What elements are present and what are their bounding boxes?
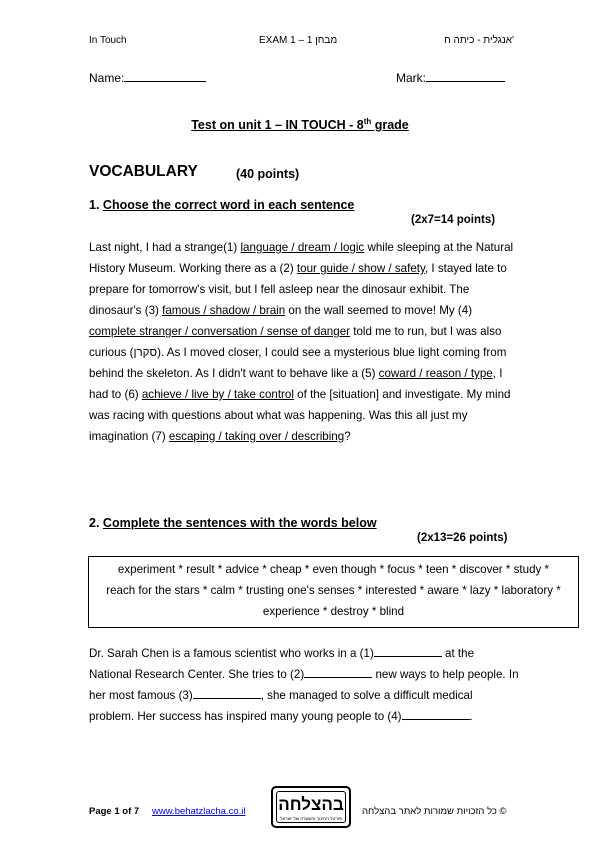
word-bank [88,556,579,628]
word-bank-line: experience * destroy * blind [262,605,405,618]
site-logo [271,786,351,828]
section2-heading: Complete the sentences with the words below [102,516,377,530]
word-choice-option[interactable]: achieve / live by / take control [141,388,294,401]
header-right: אנגלית - כיתה ח' [444,35,514,46]
logo-text: בהצלחה [278,795,344,814]
header-left: In Touch [89,35,127,46]
mark-blank[interactable] [426,70,505,82]
mark-label: Mark: [396,71,426,85]
title-suffix: grade [371,118,409,133]
vocabulary-heading: VOCABULARY [89,163,198,180]
section1-points: (2x7=14 points) [411,214,496,226]
word-choice-option[interactable]: complete stranger / conversation / sense of danger [89,325,351,338]
name-field[interactable] [89,70,206,85]
word-choice-option[interactable]: tour guide / show / safety [296,262,425,275]
section1-title [89,198,354,212]
logo-frame [276,791,346,823]
word-bank-line: reach for the stars * calm * trusting one's senses * interested * aware * lazy * laboratory * [106,584,561,597]
section2-paragraph: Dr. Sarah Chen is a famous scientist who works in a (1) at the National Research Center. She tries to (2) new ways to help people. In her most famous (3) , she managed to solve a difficult medical problem. Her success has inspired many young people to (4) . [89,647,519,723]
section2-title [89,516,377,530]
answer-blank[interactable] [193,687,261,699]
section2-points: (2x13=26 points) [417,532,508,544]
answer-blank[interactable] [374,645,442,657]
test-title [0,117,600,132]
mark-field[interactable] [396,70,505,85]
copyright-notice: כל הזכויות שמורות לאתר בהצלחה © [362,806,507,817]
section1-number: 1. [89,198,100,212]
page-number: Page 1 of 7 [89,806,140,817]
word-choice-option[interactable]: language / dream / logic [240,241,365,254]
site-link[interactable]: www.behatzlacha.co.il [152,806,246,817]
title-prefix: Test on unit 1 – IN TOUCH - 8 [191,118,364,133]
vocabulary-points: (40 points) [236,167,300,181]
answer-blank[interactable] [402,708,470,720]
section1-paragraph: Last night, I had a strange(1) language / dream / logic while sleeping at the Natural History Museum. Working there as a (2) tour guide / show / safety, I stayed late to prepare for tomorrow's visit, but I fell asleep near the dinosaur exhibit. The dinosaur's (3) famous / shadow / brain on the wall seemed to move! My (4) complete stranger / conversation / sense of danger told me to run, but I was also curious (סקרן). As I moved closer, I could see a mysterious blue light coming from behind the skeleton. As I didn't want to behave like a (5) coward / reason / type, I had to (6) achieve / live by / take control of the [situation] and investigate. My mind was racing with questions about what was happening. Was this all just my imagination (7) escaping / taking over / describing? [89,241,514,443]
logo-subtext: פורטל החינוך והעשרה של ישראל [280,816,342,821]
section2-number: 2. [89,516,100,530]
section1-heading: Choose the correct word in each sentence [102,198,355,212]
name-blank[interactable] [124,70,206,82]
word-choice-option[interactable]: coward / reason / type [378,367,493,380]
title-sup: th [363,117,372,126]
header-center: EXAM 1 – מבחן 1 [259,35,338,46]
word-bank-line: experiment * result * advice * cheap * even though * focus * teen * discover * study * [117,563,550,576]
answer-blank[interactable] [304,666,372,678]
word-choice-option[interactable]: escaping / taking over / describing [168,430,345,443]
word-choice-option[interactable]: famous / shadow / brain [162,304,286,317]
name-label: Name: [89,71,125,85]
